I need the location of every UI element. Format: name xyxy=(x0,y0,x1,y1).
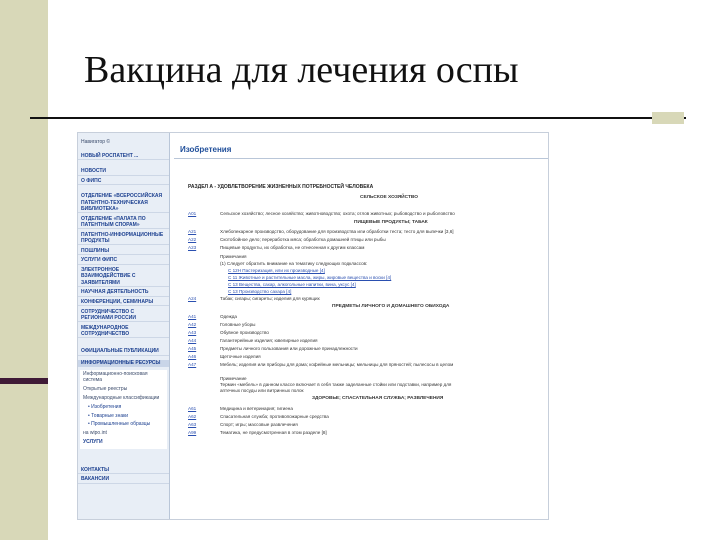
class-code-link[interactable]: А45 xyxy=(188,346,197,351)
sidebar-item-disputes[interactable]: ОТДЕЛЕНИЕ «ПАЛАТА ПО ПАТЕНТНЫМ СПОРАМ» xyxy=(78,216,169,229)
class-description: Обувное производство xyxy=(220,330,269,335)
class-code-link[interactable]: А47 xyxy=(188,362,197,367)
class-code-link[interactable]: А01 xyxy=(188,211,197,216)
table-row xyxy=(188,406,293,412)
class-code-link[interactable]: А24 xyxy=(188,296,197,301)
class-description: Головные уборы xyxy=(220,322,256,327)
class-description: Тематика, не предусмотренная в этом разделе [8] xyxy=(220,430,327,435)
title-rule-marker xyxy=(652,112,684,124)
sidebar-subitem-designs[interactable]: • Промышленные образцы xyxy=(88,421,151,428)
table-row xyxy=(188,430,327,436)
note-link-text[interactable]: С 12Н Пастеризация, или их производные [4] xyxy=(228,268,325,273)
class-code-link[interactable]: А63 xyxy=(188,422,197,427)
note-link xyxy=(228,289,291,295)
class-description: Щеточные изделия xyxy=(220,354,261,359)
class-code-link[interactable]: А62 xyxy=(188,414,197,419)
table-row xyxy=(188,414,329,420)
class-description: Галантерейные изделия; ювелирные изделия xyxy=(220,338,318,343)
embedded-screenshot xyxy=(77,132,549,520)
slide-left-band xyxy=(0,0,48,540)
slide-title: Вакцина для лечения оспы xyxy=(84,49,519,91)
sidebar-item-publications[interactable]: ОФИЦИАЛЬНЫЕ ПУБЛИКАЦИИ xyxy=(78,348,169,355)
class-code-link[interactable]: А46 xyxy=(188,354,197,359)
class-description: Спасательная служба; противопожарные средства xyxy=(220,414,329,419)
notes-text: (1) Следует обратить внимание на тематику следующих подклассов: xyxy=(220,261,368,266)
class-code-link[interactable]: А22 xyxy=(188,237,197,242)
table-row xyxy=(188,362,453,368)
sidebar-item-products[interactable]: ПАТЕНТНО-ИНФОРМАЦИОННЫЕ ПРОДУКТЫ xyxy=(78,232,169,245)
class-description: Спорт; игры; массовые развлечения xyxy=(220,422,298,427)
class-description: Хлебопекарное производство, оборудование для производства или обработки теста; тесто для выпечки [3,6] xyxy=(220,229,454,234)
sidebar-item-contacts[interactable]: КОНТАКТЫ xyxy=(78,467,169,474)
table-row xyxy=(188,211,455,217)
content-divider xyxy=(174,158,548,159)
note-link-text[interactable]: С 13 Производство сахара [4] xyxy=(228,289,292,294)
title-underline xyxy=(30,117,686,119)
sidebar xyxy=(78,133,170,519)
class-description: Скотобойное дело; переработка мяса; обработка домашней птицы или рыбы xyxy=(220,237,386,242)
sidebar-item-about[interactable]: О ФИПС xyxy=(78,178,169,185)
sidebar-item-news[interactable]: НОВОСТИ xyxy=(78,168,169,175)
sidebar-item-library[interactable]: ОТДЕЛЕНИЕ «ВСЕРОССИЙСКАЯ ПАТЕНТНО-ТЕХНИЧЕСКАЯ БИБЛИОТЕКА» xyxy=(78,193,169,213)
resources-group xyxy=(80,370,167,449)
category-heading: ЗДОРОВЬЕ; СПАСАТЕЛЬНАЯ СЛУЖБА; РАЗВЛЕЧЕНИЯ xyxy=(312,396,444,401)
class-description: Пищевые продукты, их обработка, не отнесенная к другим классам xyxy=(220,245,365,250)
category-heading: ПИЩЕВЫЕ ПРОДУКТЫ; ТАБАК xyxy=(354,220,428,225)
table-row xyxy=(188,296,320,302)
note-link xyxy=(228,275,391,281)
note-link-text[interactable]: С 13 Вещества, сахар, алкогольные напитки, вина, уксус [4] xyxy=(228,282,356,287)
class-code-link[interactable]: А42 xyxy=(188,322,197,327)
table-row xyxy=(188,354,261,360)
note2-label: Примечание xyxy=(220,376,247,381)
category-heading: СЕЛЬСКОЕ ХОЗЯЙСТВО xyxy=(360,195,418,200)
sidebar-item-uslugi[interactable]: УСЛУГИ xyxy=(83,438,103,445)
resources-header[interactable]: ИНФОРМАЦИОННЫЕ РЕСУРСЫ xyxy=(78,360,169,367)
sidebar-item-international[interactable]: МЕЖДУНАРОДНОЕ СОТРУДНИЧЕСТВО xyxy=(78,325,169,338)
class-code-link[interactable]: А23 xyxy=(188,245,197,250)
class-description: Сельское хозяйство; лесное хозяйство; животноводство; охота; отлов животных; рыбоводство и рыболовство xyxy=(220,211,455,216)
class-code-link[interactable]: А43 xyxy=(188,330,197,335)
table-row xyxy=(188,314,237,320)
sidebar-item-fees[interactable]: ПОШЛИНЫ xyxy=(78,248,169,255)
class-description: Табак; сигары; сигареты; изделия для курящих xyxy=(220,296,320,301)
sidebar-item-science[interactable]: НАУЧНАЯ ДЕЯТЕЛЬНОСТЬ xyxy=(78,289,169,296)
class-code-link[interactable]: А61 xyxy=(188,406,197,411)
class-description: Предметы личного пользования или дорожные принадлежности xyxy=(220,346,358,351)
table-row xyxy=(188,330,269,336)
note-link xyxy=(228,268,325,274)
content-title: Изобретения xyxy=(180,145,232,154)
note2-text-cont: аптечных посуды или витринных полок xyxy=(220,388,304,393)
sidebar-item-rospatent[interactable]: НОВЫЙ РОСПАТЕНТ ... xyxy=(78,153,169,160)
resource-classifications[interactable]: Международные классификации xyxy=(83,395,160,402)
sidebar-item-regions[interactable]: СОТРУДНИЧЕСТВО С РЕГИОНАМИ РОССИИ xyxy=(78,309,169,322)
table-row xyxy=(188,322,255,328)
slide-accent-bar xyxy=(0,378,48,384)
class-code-link[interactable]: А41 xyxy=(188,314,197,319)
note-link xyxy=(228,282,356,288)
class-description: Медицина и ветеринария; гигиена xyxy=(220,406,293,411)
navigator-label[interactable]: Навигатор © xyxy=(81,139,111,145)
class-code-link[interactable]: А21 xyxy=(188,229,197,234)
resource-open-registers[interactable]: Открытые реестры xyxy=(83,386,128,393)
sidebar-item-electronic[interactable]: ЭЛЕКТРОННОЕ ВЗАИМОДЕЙСТВИЕ С ЗАЯВИТЕЛЯМИ xyxy=(78,267,169,287)
class-description: Одежда xyxy=(220,314,237,319)
table-row xyxy=(188,346,358,352)
class-description: Мебель; изделия или приборы для дома; кофейные мельницы; мельницы для пряностей; пылесосы в целом xyxy=(220,362,454,367)
class-code-link[interactable]: А44 xyxy=(188,338,197,343)
table-row xyxy=(188,245,364,251)
table-row xyxy=(188,237,386,243)
section-heading: РАЗДЕЛ А - УДОВЛЕТВОРЕНИЕ ЖИЗНЕННЫХ ПОТРЕБНОСТЕЙ ЧЕЛОВЕКА xyxy=(188,184,374,190)
table-row xyxy=(188,338,318,344)
note-link-text[interactable]: С 11 Животные и растительные масла, жиры, жировые вещества и воски [4] xyxy=(228,275,392,280)
resource-search-system[interactable]: Информационно-поисковая система xyxy=(83,370,148,383)
wipo-link[interactable]: на wipo.int xyxy=(83,429,107,436)
table-row xyxy=(188,422,298,428)
sidebar-item-vacancies[interactable]: ВАКАНСИИ xyxy=(78,476,169,483)
sidebar-subitem-inventions[interactable]: • Изобретения xyxy=(88,404,122,411)
content-area xyxy=(174,133,548,519)
note2-text: Термин «мебель» в данном классе включает в себя также заделанные стойки или подставки, например для xyxy=(220,382,452,387)
class-code-link[interactable]: А99 xyxy=(188,430,197,435)
notes-label: Примечания xyxy=(220,254,247,259)
sidebar-subitem-trademarks[interactable]: • Товарные знаки xyxy=(88,412,129,419)
category-heading: ПРЕДМЕТЫ ЛИЧНОГО И ДОМАШНЕГО ОБИХОДА xyxy=(332,304,450,309)
sidebar-item-conferences[interactable]: КОНФЕРЕНЦИИ, СЕМИНАРЫ xyxy=(78,299,169,306)
table-row xyxy=(188,229,454,235)
sidebar-item-services[interactable]: УСЛУГИ ФИПС xyxy=(78,257,169,264)
